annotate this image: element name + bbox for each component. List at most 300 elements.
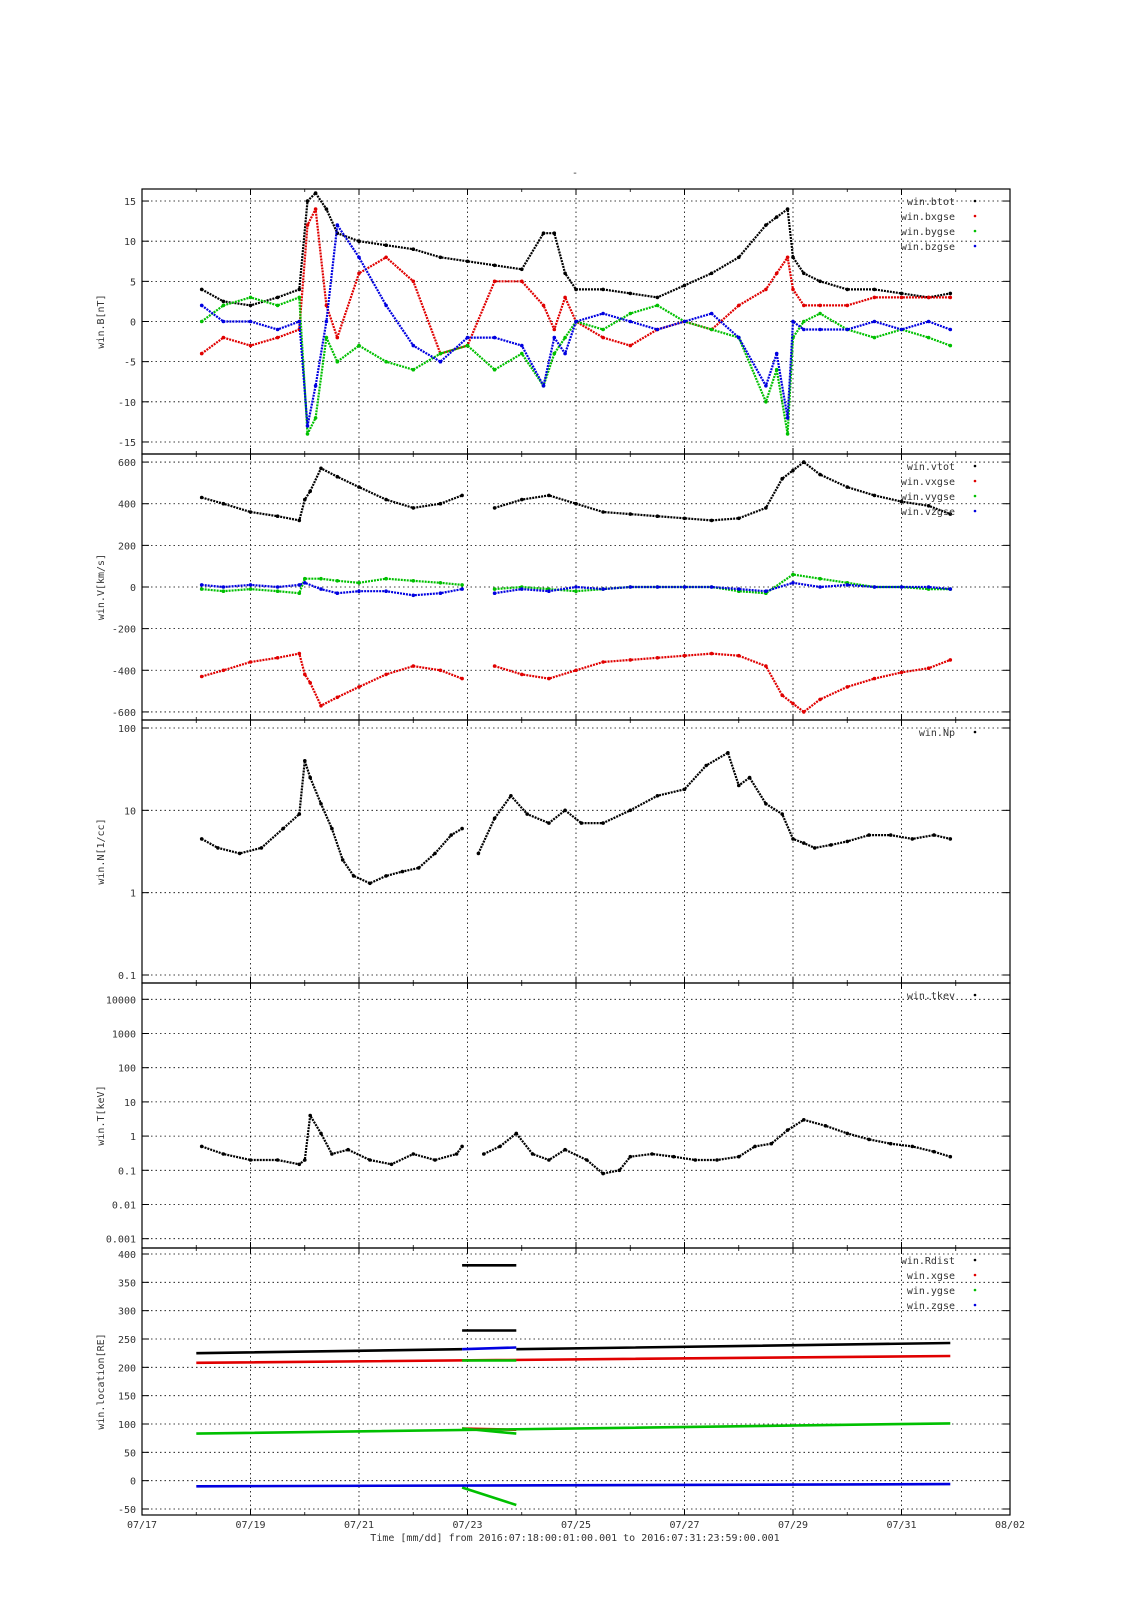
data-point <box>276 304 280 308</box>
data-point <box>791 581 795 585</box>
legend-swatch <box>974 994 977 997</box>
data-point <box>683 654 687 658</box>
y-tick-label: 1000 <box>111 1029 136 1041</box>
legend-swatch <box>974 480 977 483</box>
x-tick-label: 07/29 <box>777 1520 809 1531</box>
data-point <box>336 591 340 595</box>
data-point <box>357 239 361 243</box>
data-point <box>846 288 850 292</box>
data-point <box>200 587 204 591</box>
data-point <box>786 207 790 211</box>
data-point <box>710 272 714 276</box>
y-tick-label: 200 <box>117 1363 136 1375</box>
data-point <box>325 207 329 211</box>
data-point <box>384 360 388 364</box>
data-point <box>200 1145 204 1149</box>
data-point <box>574 589 578 593</box>
y-tick-label: -200 <box>111 624 136 636</box>
data-point <box>775 215 779 219</box>
data-point <box>900 585 904 589</box>
data-point <box>412 579 416 583</box>
data-point <box>449 833 453 837</box>
y-tick-label: 0 <box>129 1476 136 1488</box>
data-point <box>683 788 687 792</box>
data-point <box>238 852 242 856</box>
data-point <box>585 1158 589 1162</box>
data-point <box>298 591 302 595</box>
legend-swatch <box>974 230 977 233</box>
legend-label: win.xgse <box>906 1271 955 1282</box>
data-point <box>824 1124 828 1128</box>
data-point <box>889 1142 893 1146</box>
y-tick-label: 0.001 <box>105 1234 136 1246</box>
data-point <box>341 858 345 862</box>
data-point <box>200 288 204 292</box>
data-point <box>520 280 524 284</box>
panel-4 <box>96 983 1010 1248</box>
data-point <box>949 658 953 662</box>
data-point <box>791 469 795 473</box>
data-point <box>791 837 795 841</box>
data-point <box>439 581 443 585</box>
data-point <box>298 652 302 656</box>
data-point <box>656 656 660 660</box>
x-axis <box>127 1520 1025 1531</box>
y-tick-label: 1 <box>129 888 136 900</box>
data-point <box>384 874 388 878</box>
data-point <box>249 587 253 591</box>
legend-label: win.bzgse <box>900 242 955 253</box>
data-point <box>818 328 822 332</box>
data-point <box>276 589 280 593</box>
y-tick-label: -10 <box>117 397 136 409</box>
data-point <box>802 841 806 845</box>
data-point <box>601 587 605 591</box>
data-point <box>802 460 806 464</box>
data-point <box>439 591 443 595</box>
data-point <box>786 1128 790 1132</box>
data-point <box>412 247 416 251</box>
data-point <box>352 874 356 878</box>
data-point <box>439 360 443 364</box>
data-point <box>531 1152 535 1156</box>
data-point <box>493 591 497 595</box>
data-point <box>384 243 388 247</box>
data-point <box>498 1145 502 1149</box>
y-tick-label: 100 <box>117 1420 136 1431</box>
legend-label: win.Rdist <box>900 1256 955 1267</box>
data-point <box>520 268 524 272</box>
data-point <box>298 320 302 324</box>
x-tick-label: 07/17 <box>126 1520 158 1531</box>
data-point <box>525 812 529 816</box>
data-point <box>433 852 437 856</box>
y-tick-label: 5 <box>129 277 136 289</box>
data-point <box>412 368 416 372</box>
data-point <box>200 320 204 324</box>
legend-swatch <box>974 1289 977 1292</box>
data-point <box>927 336 931 340</box>
data-point <box>493 368 497 372</box>
data-point <box>319 577 323 581</box>
data-point <box>547 677 551 681</box>
data-point <box>618 1169 622 1173</box>
panels-group <box>96 189 1010 1516</box>
data-point <box>308 1114 312 1118</box>
data-point <box>303 673 307 677</box>
legend-label: win.bxgse <box>900 212 955 223</box>
figure-title: - <box>571 168 579 179</box>
y-axis-label: win.B[nT] <box>96 294 107 349</box>
y-tick-label: 250 <box>117 1335 136 1346</box>
data-point <box>276 328 280 332</box>
data-point <box>303 577 307 581</box>
data-point <box>412 1152 416 1156</box>
data-point <box>829 843 833 847</box>
data-point <box>867 1138 871 1142</box>
data-point <box>563 1148 567 1152</box>
series-win-zgse <box>196 1348 950 1487</box>
data-point <box>390 1163 394 1167</box>
data-point <box>737 654 741 658</box>
data-point <box>553 231 557 235</box>
y-tick-label: 10 <box>123 806 136 818</box>
data-point <box>601 660 605 664</box>
data-point <box>306 432 310 436</box>
y-tick-label: 0.1 <box>117 1166 136 1178</box>
y-tick-label: 400 <box>117 499 136 511</box>
data-point <box>314 191 318 195</box>
legend-label: win.tkev <box>906 991 955 1002</box>
data-point <box>319 467 323 471</box>
data-point <box>900 671 904 675</box>
data-point <box>563 809 567 813</box>
y-tick-label: -15 <box>117 437 136 449</box>
data-point <box>710 585 714 589</box>
data-point <box>249 304 253 308</box>
data-point <box>818 577 822 581</box>
data-point <box>563 296 567 300</box>
legend-label: win.bygse <box>900 227 955 238</box>
data-point <box>574 288 578 292</box>
data-point <box>439 255 443 259</box>
data-point <box>439 669 443 673</box>
data-point <box>574 502 578 506</box>
data-point <box>520 344 524 348</box>
data-point <box>439 352 443 356</box>
data-point <box>384 577 388 581</box>
legend-swatch <box>974 245 977 248</box>
data-point <box>873 320 877 324</box>
data-point <box>493 506 497 510</box>
data-point <box>260 846 264 850</box>
legend-swatch <box>974 1274 977 1277</box>
data-point <box>629 344 633 348</box>
data-point <box>298 812 302 816</box>
data-point <box>601 312 605 316</box>
data-point <box>303 498 307 502</box>
data-point <box>802 304 806 308</box>
data-point <box>601 328 605 332</box>
data-point <box>775 352 779 356</box>
data-point <box>542 384 546 388</box>
data-point <box>704 764 708 768</box>
x-tick-label: 07/25 <box>560 1520 592 1531</box>
data-point <box>336 696 340 700</box>
data-point <box>629 658 633 662</box>
data-point <box>927 296 931 300</box>
data-point <box>629 312 633 316</box>
data-point <box>802 328 806 332</box>
data-point <box>439 502 443 506</box>
data-point <box>298 583 302 587</box>
data-point <box>357 255 361 259</box>
data-point <box>802 320 806 324</box>
data-point <box>216 846 220 850</box>
data-point <box>710 519 714 523</box>
data-point <box>580 821 584 825</box>
data-point <box>818 312 822 316</box>
x-tick-label: 07/27 <box>669 1520 700 1531</box>
data-point <box>656 296 660 300</box>
legend-swatch <box>974 465 977 468</box>
panel-3 <box>96 720 1010 983</box>
data-point <box>813 846 817 850</box>
x-tick-label: 07/23 <box>452 1520 483 1531</box>
data-point <box>460 583 464 587</box>
legend-label: win.vxgse <box>900 477 955 488</box>
data-point <box>873 296 877 300</box>
data-point <box>764 589 768 593</box>
data-point <box>694 1158 698 1162</box>
data-point <box>466 336 470 340</box>
x-tick-label: 07/31 <box>886 1520 917 1531</box>
data-point <box>846 685 850 689</box>
data-point <box>927 666 931 670</box>
data-point <box>553 328 557 332</box>
data-point <box>412 344 416 348</box>
series-win-Rdist <box>196 1265 950 1353</box>
data-point <box>249 320 253 324</box>
data-point <box>384 673 388 677</box>
data-point <box>656 514 660 518</box>
data-point <box>775 368 779 372</box>
data-point <box>493 817 497 821</box>
data-point <box>601 288 605 292</box>
panel-frame <box>142 1248 1010 1515</box>
y-tick-label: 15 <box>123 197 136 209</box>
data-point <box>553 336 557 340</box>
data-point <box>493 587 497 591</box>
y-tick-label: -400 <box>111 666 136 678</box>
data-point <box>710 328 714 332</box>
data-point <box>764 223 768 227</box>
legend-swatch <box>974 510 977 513</box>
data-point <box>336 223 340 227</box>
data-point <box>336 360 340 364</box>
data-point <box>515 1132 519 1136</box>
legend-label: win.ygse <box>906 1286 955 1297</box>
data-point <box>308 489 312 493</box>
data-point <box>200 496 204 500</box>
data-point <box>276 656 280 660</box>
data-point <box>303 1158 307 1162</box>
data-point <box>737 587 741 591</box>
y-tick-label: -600 <box>111 707 136 719</box>
data-point <box>384 498 388 502</box>
data-point <box>200 837 204 841</box>
data-point <box>325 320 329 324</box>
y-tick-label: -5 <box>123 357 136 369</box>
data-point <box>748 776 752 780</box>
data-point <box>412 664 416 668</box>
y-axis-label: win.V[km/s] <box>96 553 107 621</box>
data-point <box>357 685 361 689</box>
data-point <box>629 320 633 324</box>
data-point <box>460 1145 464 1149</box>
data-point <box>222 336 226 340</box>
data-point <box>889 833 893 837</box>
data-point <box>726 751 730 755</box>
data-point <box>753 1145 757 1149</box>
data-point <box>629 809 633 813</box>
data-point <box>200 583 204 587</box>
legend-swatch <box>974 495 977 498</box>
y-tick-label: 150 <box>117 1391 136 1403</box>
data-point <box>357 589 361 593</box>
data-point <box>786 432 790 436</box>
data-point <box>650 1152 654 1156</box>
legend-swatch <box>974 200 977 203</box>
data-point <box>656 794 660 798</box>
data-point <box>520 587 524 591</box>
data-point <box>276 296 280 300</box>
panel-5 <box>96 1248 1010 1516</box>
data-point <box>764 664 768 668</box>
data-point <box>303 581 307 585</box>
data-point <box>412 280 416 284</box>
data-point <box>276 1158 280 1162</box>
legend-label: win.vygse <box>900 492 955 503</box>
data-point <box>460 587 464 591</box>
legend-swatch <box>974 215 977 218</box>
data-point <box>737 304 741 308</box>
data-point <box>629 512 633 516</box>
data-point <box>764 288 768 292</box>
data-point <box>932 1150 936 1154</box>
y-tick-label: 350 <box>117 1278 136 1290</box>
data-point <box>656 585 660 589</box>
data-point <box>780 694 784 698</box>
data-point <box>222 304 226 308</box>
data-point <box>520 673 524 677</box>
data-point <box>574 585 578 589</box>
series-trace <box>202 753 951 884</box>
data-point <box>520 352 524 356</box>
data-point <box>547 1158 551 1162</box>
data-point <box>737 517 741 521</box>
legend-swatch <box>974 1259 977 1262</box>
data-point <box>737 784 741 788</box>
data-point <box>900 292 904 296</box>
y-tick-label: 1 <box>129 1132 136 1144</box>
data-point <box>802 272 806 276</box>
data-point <box>802 1118 806 1122</box>
y-tick-label: 10 <box>123 1097 136 1109</box>
data-point <box>222 1152 226 1156</box>
data-point <box>949 587 953 591</box>
y-tick-label: 0 <box>129 317 136 329</box>
data-point <box>336 475 340 479</box>
data-point <box>818 698 822 702</box>
data-point <box>222 669 226 673</box>
data-point <box>368 1158 372 1162</box>
data-point <box>493 264 497 268</box>
data-point <box>764 802 768 806</box>
data-point <box>433 1158 437 1162</box>
data-point <box>900 328 904 332</box>
data-point <box>542 304 546 308</box>
y-tick-label: 300 <box>117 1306 136 1318</box>
data-point <box>401 870 405 874</box>
data-point <box>306 223 310 227</box>
data-point <box>460 494 464 498</box>
legend-label: win.btot <box>906 197 955 208</box>
data-point <box>780 477 784 481</box>
data-point <box>319 802 323 806</box>
data-point <box>346 1148 350 1152</box>
data-point <box>357 581 361 585</box>
data-point <box>927 320 931 324</box>
data-point <box>455 1152 459 1156</box>
data-point <box>949 328 953 332</box>
y-tick-label: 0.1 <box>117 971 136 982</box>
data-point <box>298 296 302 300</box>
data-point <box>791 702 795 706</box>
data-point <box>200 675 204 679</box>
y-tick-label: 50 <box>123 1448 136 1460</box>
data-point <box>466 344 470 348</box>
data-point <box>482 1152 486 1156</box>
data-point <box>846 1132 850 1136</box>
series-line <box>196 1348 950 1487</box>
data-point <box>384 589 388 593</box>
data-point <box>303 759 307 763</box>
data-point <box>222 300 226 304</box>
data-point <box>249 583 253 587</box>
data-point <box>276 585 280 589</box>
data-point <box>791 573 795 577</box>
data-point <box>249 510 253 514</box>
data-point <box>547 494 551 498</box>
data-point <box>325 336 329 340</box>
data-point <box>775 272 779 276</box>
data-point <box>764 384 768 388</box>
data-point <box>873 677 877 681</box>
data-point <box>911 1145 915 1149</box>
data-point <box>656 304 660 308</box>
data-point <box>656 328 660 332</box>
data-point <box>715 1158 719 1162</box>
y-tick-label: -50 <box>117 1505 136 1516</box>
data-point <box>493 336 497 340</box>
data-point <box>319 587 323 591</box>
series-line <box>196 1265 950 1353</box>
data-point <box>737 336 741 340</box>
data-point <box>818 304 822 308</box>
data-point <box>368 882 372 886</box>
data-point <box>574 669 578 673</box>
